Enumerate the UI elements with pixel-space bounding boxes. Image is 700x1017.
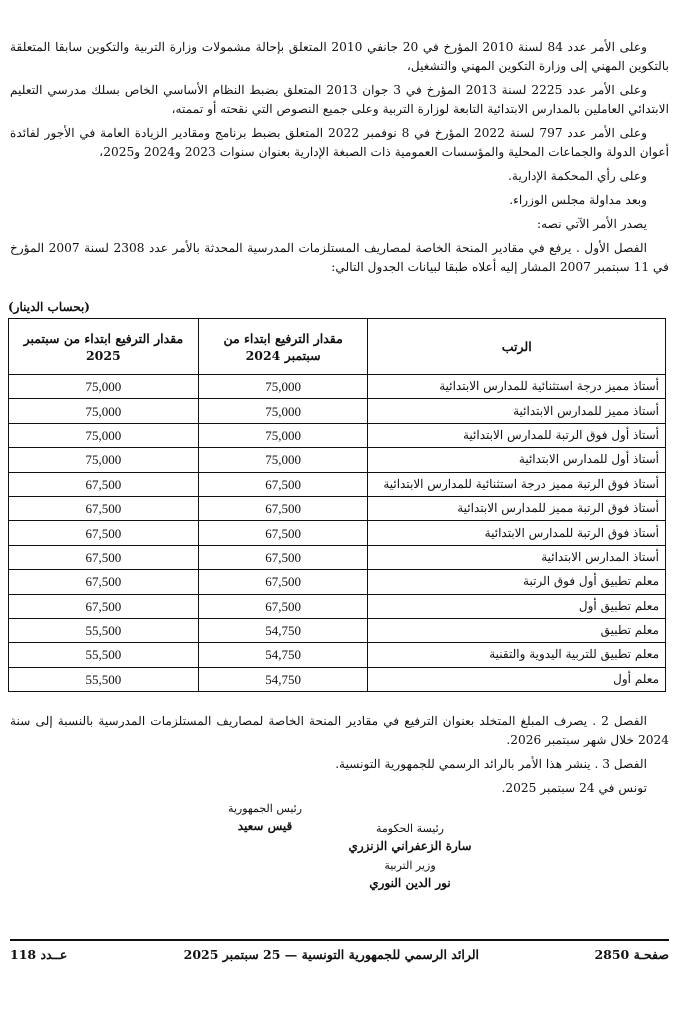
article-2: الفصل 2 . يصرف المبلغ المتخلد بعنوان الترفيع في مقادير المنحة الخاصة لمصاريف المستلزمات المدرسية بالنسبة إلى سنة 2024 خلال شهر سبتمبر 2026. bbox=[10, 714, 669, 747]
document-body bbox=[10, 38, 669, 282]
publication-line: الرائد الرسمي للجمهورية التونسية — 25 سبتمبر 2025 bbox=[183, 947, 479, 962]
table-row bbox=[9, 399, 666, 423]
article-3: الفصل 3 . ينشر هذا الأمر بالرائد الرسمي للجمهورية التونسية. bbox=[335, 757, 647, 771]
rank-cell: معلم أول bbox=[368, 667, 666, 691]
closing-text bbox=[10, 712, 669, 803]
value-2025-cell: 67,500 bbox=[9, 472, 199, 496]
rank-cell: معلم تطبيق أول bbox=[368, 594, 666, 618]
value-2024-cell: 54,750 bbox=[198, 667, 368, 691]
value-2024-cell: 67,500 bbox=[198, 594, 368, 618]
value-2025-cell: 55,500 bbox=[9, 643, 199, 667]
value-2025-cell: 67,500 bbox=[9, 570, 199, 594]
table-header-row bbox=[9, 319, 666, 375]
rank-cell: أستاذ مميز درجة استثنائية للمدارس الابتدائية bbox=[368, 375, 666, 399]
article-1: الفصل الأول . يرفع في مقادير المنحة الخاصة لمصاريف المستلزمات المدرسية المحدثة بالأمر عدد 2308 لسنة 2007 المؤرخ في 11 سبتمبر 2007 المشار إليه أعلاه طبقا لبيانات الجدول التالي: bbox=[10, 241, 669, 274]
table-row bbox=[9, 594, 666, 618]
value-2025-cell: 67,500 bbox=[9, 545, 199, 569]
rates-table bbox=[8, 318, 666, 692]
table-row bbox=[9, 375, 666, 399]
value-2024-cell: 54,750 bbox=[198, 618, 368, 642]
minister-name: نور الدين النوري bbox=[369, 876, 451, 890]
rank-cell: أستاذ أول فوق الرتبة للمدارس الابتدائية bbox=[368, 423, 666, 447]
preamble-paragraph: وعلى الأمر عدد 797 لسنة 2022 المؤرخ في 8 نوفمبر 2022 المتعلق بضبط برنامج ومقادير الزيادة العامة في الأجور لفائدة أعوان الدولة والجماعات المحلية والمؤسسات العمومية ذات الصبغة الإدارية بعنوان سنوات 2023 و2024 و2025، bbox=[10, 126, 669, 159]
rank-cell: أستاذ أول للمدارس الابتدائية bbox=[368, 448, 666, 472]
table-row bbox=[9, 643, 666, 667]
pm-title: رئيسة الحكومة bbox=[376, 822, 444, 835]
place-date: تونس في 24 سبتمبر 2025. bbox=[501, 781, 647, 795]
table-row bbox=[9, 448, 666, 472]
president-signature bbox=[210, 802, 320, 833]
value-2025-cell: 67,500 bbox=[9, 521, 199, 545]
pm-name: سارة الزعفراني الزنزري bbox=[348, 839, 472, 853]
table-row bbox=[9, 496, 666, 520]
rank-cell: معلم تطبيق bbox=[368, 618, 666, 642]
value-2024-cell: 75,000 bbox=[198, 375, 368, 399]
rank-cell: معلم تطبيق أول فوق الرتبة bbox=[368, 570, 666, 594]
minister-title: وزير التربية bbox=[384, 859, 436, 872]
preamble-paragraph: يصدر الأمر الآتي نصه: bbox=[537, 217, 647, 231]
value-2024-cell: 67,500 bbox=[198, 496, 368, 520]
preamble-paragraph: وعلى رأي المحكمة الإدارية. bbox=[508, 169, 647, 183]
president-title: رئيس الجمهورية bbox=[227, 802, 303, 815]
rank-cell: أستاذ مميز للمدارس الابتدائية bbox=[368, 399, 666, 423]
page-footer bbox=[10, 939, 669, 967]
table-row bbox=[9, 667, 666, 691]
value-2025-cell: 55,500 bbox=[9, 618, 199, 642]
header-from-2024: مقدار الترفيع ابتداء من سبتمبر 2024 bbox=[198, 319, 368, 375]
header-from-2025: مقدار الترفيع ابتداء من سبتمبر 2025 bbox=[9, 319, 199, 375]
president-name: قيس سعيد bbox=[237, 819, 293, 833]
preamble-paragraph: وبعد مداولة مجلس الوزراء. bbox=[509, 193, 647, 207]
rank-cell: أستاذ فوق الرتبة مميز للمدارس الابتدائية bbox=[368, 496, 666, 520]
rank-cell: أستاذ فوق الرتبة للمدارس الابتدائية bbox=[368, 521, 666, 545]
cabinet-signatures bbox=[340, 822, 480, 890]
value-2025-cell: 67,500 bbox=[9, 594, 199, 618]
value-2025-cell: 75,000 bbox=[9, 423, 199, 447]
table-row bbox=[9, 618, 666, 642]
table-row bbox=[9, 570, 666, 594]
value-2025-cell: 75,000 bbox=[9, 399, 199, 423]
rank-cell: معلم تطبيق للتربية اليدوية والتقنية bbox=[368, 643, 666, 667]
value-2024-cell: 67,500 bbox=[198, 570, 368, 594]
table-row bbox=[9, 472, 666, 496]
value-2024-cell: 67,500 bbox=[198, 472, 368, 496]
value-2024-cell: 67,500 bbox=[198, 521, 368, 545]
value-2025-cell: 75,000 bbox=[9, 375, 199, 399]
issue-number: عــدد 118 bbox=[10, 947, 68, 962]
header-rank: الرتب bbox=[368, 319, 666, 375]
value-2024-cell: 75,000 bbox=[198, 448, 368, 472]
value-2024-cell: 54,750 bbox=[198, 643, 368, 667]
table-unit-label: (بحساب الدينار) bbox=[8, 300, 90, 314]
table-row bbox=[9, 423, 666, 447]
value-2025-cell: 67,500 bbox=[9, 496, 199, 520]
table-row bbox=[9, 545, 666, 569]
table-row bbox=[9, 521, 666, 545]
value-2024-cell: 75,000 bbox=[198, 423, 368, 447]
value-2025-cell: 55,500 bbox=[9, 667, 199, 691]
value-2024-cell: 75,000 bbox=[198, 399, 368, 423]
rank-cell: أستاذ المدارس الابتدائية bbox=[368, 545, 666, 569]
value-2025-cell: 75,000 bbox=[9, 448, 199, 472]
preamble-paragraph: وعلى الأمر عدد 84 لسنة 2010 المؤرخ في 20 جانفي 2010 المتعلق بإحالة مشمولات وزارة التربية والتكوين سابقا المتعلقة بالتكوين المهني إلى وزارة التكوين المهني والتشغيل، bbox=[10, 40, 669, 73]
rank-cell: أستاذ فوق الرتبة مميز درجة استثنائية للمدارس الابتدائية bbox=[368, 472, 666, 496]
preamble-paragraph: وعلى الأمر عدد 2225 لسنة 2013 المؤرخ في 3 جوان 2013 المتعلق بضبط النظام الأساسي الخاص بسلك مدرسي التعليم الابتدائي العاملين بالمدارس الابتدائية التابعة لوزارة التربية وعلى جميع النصوص التي نقحته أو تممته، bbox=[10, 83, 669, 116]
value-2024-cell: 67,500 bbox=[198, 545, 368, 569]
page-number: صفحـة 2850 bbox=[594, 947, 669, 962]
